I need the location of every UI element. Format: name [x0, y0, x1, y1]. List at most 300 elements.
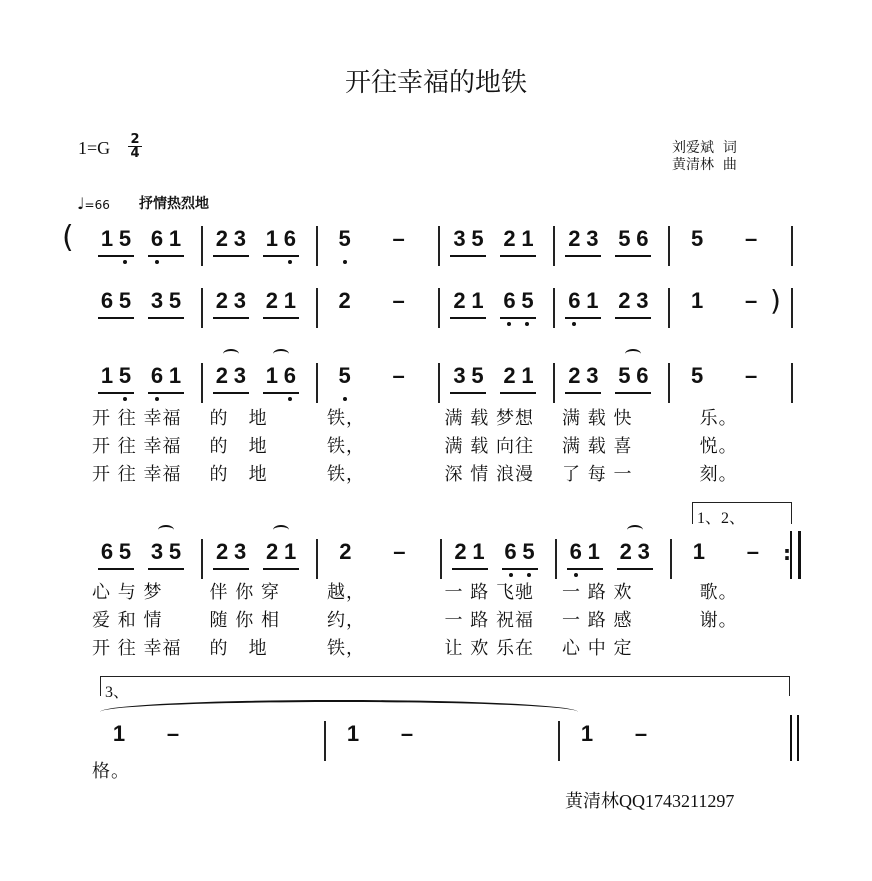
beamed-note-group — [213, 363, 249, 394]
note — [336, 363, 354, 389]
beamed-note-group — [500, 288, 536, 319]
measure — [670, 284, 793, 328]
note-digit: 6 — [636, 363, 649, 388]
slur-mark — [627, 525, 643, 535]
note-digit: 3 — [636, 288, 649, 313]
note — [263, 363, 281, 389]
low-octave-dot — [572, 322, 576, 326]
beamed-note-group — [213, 539, 249, 570]
note-group — [164, 721, 182, 750]
note-digit: 5 — [118, 226, 132, 251]
lyric-syllables: 满 载 喜 — [562, 436, 633, 457]
note-digit: 5 — [522, 539, 535, 564]
note — [148, 363, 166, 389]
tie-arc — [100, 700, 578, 724]
measure — [440, 363, 555, 403]
lyric-syllables: 谢。 — [679, 610, 738, 631]
low-octave-dot — [525, 322, 529, 326]
note — [231, 363, 249, 389]
lyric-syllables: 格。 — [92, 761, 130, 782]
note-digit: 2 — [619, 539, 632, 564]
close-parenthesis: ) — [770, 284, 781, 317]
note-digit: 1 — [692, 539, 705, 564]
note — [468, 288, 486, 314]
slur-mark — [625, 349, 641, 359]
note — [110, 721, 128, 747]
low-octave-dot — [527, 573, 531, 577]
lyric-line — [88, 634, 793, 660]
note-digit: 2 — [503, 363, 516, 388]
note — [585, 539, 603, 565]
note-digit: 1 — [284, 539, 297, 564]
beamed-note-group — [213, 226, 249, 257]
note-digit: 3 — [586, 226, 599, 251]
note — [263, 288, 281, 314]
note-digit: 2 — [338, 288, 351, 313]
note-digit: 5 — [618, 226, 631, 251]
time-signature-top: 2 — [128, 133, 142, 147]
staff-row — [88, 539, 793, 579]
note-digit: 5 — [691, 363, 704, 388]
note-group — [690, 539, 708, 568]
note-digit: 6 — [150, 363, 164, 388]
note-digit: 6 — [568, 288, 581, 313]
note — [116, 288, 134, 314]
measure — [318, 363, 441, 403]
note — [450, 363, 468, 389]
beamed-note-group — [213, 288, 249, 319]
note-group — [390, 288, 408, 317]
note — [281, 363, 299, 389]
beamed-note-group — [565, 288, 601, 319]
note-digit: 1 — [587, 539, 600, 564]
note-digit: 6 — [100, 539, 114, 564]
note — [213, 288, 231, 314]
note — [281, 226, 299, 252]
measure — [318, 539, 441, 579]
measure — [555, 288, 670, 328]
beamed-note-group — [263, 539, 299, 570]
note-digit: 5 — [471, 226, 484, 251]
note — [281, 288, 299, 314]
note-digit: 2 — [568, 226, 581, 251]
note-digit: 1 — [100, 226, 114, 251]
note-group — [336, 226, 354, 255]
note — [583, 288, 601, 314]
note-digit: 2 — [453, 288, 466, 313]
note-digit: 1 — [471, 288, 484, 313]
note-digit: 6 — [503, 288, 516, 313]
note-digit: 6 — [100, 288, 114, 313]
note — [565, 226, 583, 252]
measure — [318, 288, 441, 328]
note-group — [390, 363, 408, 392]
note-digit: 3 — [233, 288, 246, 313]
note-group — [688, 363, 706, 392]
note-group — [336, 288, 354, 317]
note-digit: 5 — [618, 363, 631, 388]
note — [166, 363, 184, 389]
note — [468, 363, 486, 389]
beamed-note-group — [148, 539, 184, 570]
note-digit: 1 — [521, 226, 534, 251]
note-digit: 5 — [338, 363, 351, 388]
beamed-note-group — [615, 288, 651, 319]
key-signature: 1=G — [78, 138, 111, 158]
lyric-syllables: 开 往 幸福 — [92, 436, 182, 457]
note-digit: 2 — [503, 226, 516, 251]
note-digit: 1 — [521, 363, 534, 388]
note-digit: 1 — [100, 363, 114, 388]
beamed-note-group — [263, 288, 299, 319]
low-octave-dot — [288, 397, 292, 401]
lyric-syllables: 刻。 — [679, 464, 738, 485]
measure — [203, 539, 318, 579]
note — [635, 539, 653, 565]
credits — [672, 140, 737, 174]
measure — [92, 721, 326, 761]
note-digit: 1 — [168, 363, 182, 388]
low-octave-dot — [155, 397, 159, 401]
lyric-syllables: 满 载 快 — [562, 408, 633, 429]
note — [231, 226, 249, 252]
measure — [442, 539, 557, 579]
note-digit: 5 — [118, 363, 132, 388]
volta-bracket: 1、2、 — [692, 502, 792, 524]
note-digit: 1 — [283, 288, 296, 313]
note — [231, 288, 249, 314]
note-digit: – — [392, 226, 405, 251]
note — [98, 539, 116, 565]
note-digit: 3 — [453, 226, 466, 251]
measure — [88, 226, 203, 266]
note-group — [336, 539, 354, 568]
note — [98, 226, 116, 252]
note-digit: – — [166, 721, 180, 746]
note-digit: – — [745, 288, 758, 313]
note — [166, 288, 184, 314]
measure — [326, 721, 560, 761]
measure — [318, 226, 441, 266]
note — [116, 226, 134, 252]
note — [578, 721, 596, 747]
note-digit: 1 — [168, 226, 182, 251]
dash-extension — [632, 721, 650, 747]
note-digit: 2 — [215, 288, 228, 313]
note — [518, 363, 536, 389]
note — [518, 226, 536, 252]
note-group — [336, 363, 354, 392]
note-digit: 3 — [586, 363, 599, 388]
measure — [557, 539, 672, 579]
note-group — [110, 721, 128, 750]
measure — [555, 363, 670, 403]
lyricist-credit: 刘爱斌 词 — [672, 140, 737, 156]
note — [633, 288, 651, 314]
beamed-note-group — [452, 539, 488, 570]
note-digit: 2 — [266, 539, 279, 564]
dash-extension — [164, 721, 182, 747]
note — [502, 539, 520, 565]
lyric-syllables: 的 地 — [209, 436, 268, 457]
staff-row — [88, 226, 793, 266]
note — [688, 288, 706, 314]
note — [116, 539, 134, 565]
low-octave-dot — [123, 397, 127, 401]
note — [263, 226, 281, 252]
note — [148, 539, 166, 565]
note-digit: – — [634, 721, 648, 746]
note-digit: 3 — [233, 363, 246, 388]
lyric-syllables: 随 你 相 — [209, 610, 280, 631]
note-digit: 6 — [636, 226, 649, 251]
note — [565, 288, 583, 314]
beamed-note-group — [565, 226, 601, 257]
lyric-syllables: 铁， — [327, 436, 365, 457]
dash-extension — [744, 539, 762, 565]
note-digit: – — [392, 288, 405, 313]
beamed-note-group — [615, 363, 651, 394]
note-digit: 1 — [346, 721, 360, 746]
lyric-syllables: 铁， — [327, 464, 365, 485]
lyric-syllables: 满 载 向往 — [444, 436, 534, 457]
note — [166, 226, 184, 252]
lyric-syllables: 开 往 幸福 — [92, 464, 182, 485]
lyric-syllables: 爱 和 情 — [92, 610, 163, 631]
beamed-note-group — [450, 288, 486, 319]
measure — [670, 226, 793, 266]
dash-extension — [742, 363, 760, 389]
lyric-syllables: 的 地 — [209, 638, 268, 659]
slur-mark — [158, 525, 174, 535]
dash-extension — [742, 226, 760, 252]
note-group — [742, 363, 760, 392]
note — [166, 539, 184, 565]
lyric-line — [88, 578, 793, 604]
note-digit: 2 — [339, 539, 352, 564]
note — [688, 226, 706, 252]
staff-row — [88, 363, 793, 403]
lyric-syllables: 满 载 梦想 — [444, 408, 534, 429]
lyric-syllables: 铁， — [327, 408, 365, 429]
note-digit: 1 — [580, 721, 594, 746]
note-digit: 6 — [150, 226, 164, 251]
note-group — [632, 721, 650, 750]
note-digit: 2 — [265, 288, 278, 313]
lyric-syllables: 一 路 飞驰 — [444, 582, 534, 603]
note-digit: 2 — [618, 288, 631, 313]
note — [520, 539, 538, 565]
footer-credit: 黄清林QQ1743211297 — [565, 791, 735, 811]
measure — [670, 363, 793, 403]
low-octave-dot — [123, 260, 127, 264]
beamed-note-group — [500, 363, 536, 394]
lyric-syllables: 约， — [327, 610, 365, 631]
dash-extension — [390, 363, 408, 389]
note — [213, 539, 231, 565]
note — [263, 539, 281, 565]
note-digit: 3 — [453, 363, 466, 388]
note-digit: 2 — [568, 363, 581, 388]
note-group — [742, 288, 760, 317]
note — [633, 226, 651, 252]
staff-row — [88, 284, 793, 328]
lyric-line — [88, 432, 793, 458]
repeat-colon: : — [783, 541, 792, 565]
dash-extension — [390, 539, 408, 565]
lyric-line — [88, 606, 793, 632]
lyric-syllables: 乐。 — [679, 408, 738, 429]
note-digit: 2 — [215, 226, 228, 251]
low-octave-dot — [343, 397, 347, 401]
slur-mark — [273, 525, 289, 535]
note — [231, 539, 249, 565]
note — [148, 288, 166, 314]
beamed-note-group — [98, 539, 134, 570]
lyric-line — [88, 460, 793, 486]
note — [518, 288, 536, 314]
lyric-syllables: 开 往 幸福 — [92, 638, 182, 659]
measure — [203, 288, 318, 328]
note-digit: 1 — [586, 288, 599, 313]
note-digit: 5 — [118, 288, 132, 313]
lyric-syllables: 越， — [327, 582, 365, 603]
note-group — [742, 226, 760, 255]
note-digit: 5 — [118, 539, 132, 564]
measure — [440, 226, 555, 266]
note-digit: 6 — [283, 226, 296, 251]
note — [213, 226, 231, 252]
note-digit: 1 — [472, 539, 485, 564]
note — [470, 539, 488, 565]
note-digit: 2 — [454, 539, 467, 564]
note-digit: – — [746, 539, 759, 564]
note — [450, 226, 468, 252]
beamed-note-group — [565, 363, 601, 394]
note — [98, 363, 116, 389]
measure — [203, 363, 318, 403]
note-digit: 2 — [216, 539, 229, 564]
lyric-syllables: 的 地 — [209, 464, 268, 485]
note — [468, 226, 486, 252]
note-group — [688, 226, 706, 255]
lyric-syllables: 悦。 — [679, 436, 738, 457]
low-octave-dot — [507, 322, 511, 326]
tempo-marking — [77, 194, 209, 213]
dash-extension — [398, 721, 416, 747]
lyric-syllables: 一 路 祝福 — [444, 610, 534, 631]
beamed-note-group — [450, 226, 486, 257]
lyric-syllables: 心 与 梦 — [92, 582, 163, 603]
lyric-syllables: 铁， — [327, 638, 365, 659]
note-digit: – — [745, 226, 758, 251]
note — [452, 539, 470, 565]
low-octave-dot — [574, 573, 578, 577]
measure — [555, 226, 670, 266]
measure — [203, 226, 318, 266]
low-octave-dot — [343, 260, 347, 264]
volta-bracket: 3、 — [100, 676, 790, 696]
song-title: 开往幸福的地铁 — [344, 68, 527, 98]
note — [615, 226, 633, 252]
note — [615, 288, 633, 314]
dash-extension — [390, 226, 408, 252]
quarter-note-icon: ♩ — [77, 194, 85, 213]
note — [565, 363, 583, 389]
note-group — [744, 539, 762, 568]
note — [500, 363, 518, 389]
note-digit: 1 — [265, 363, 278, 388]
note — [116, 363, 134, 389]
open-parenthesis: ( — [62, 220, 74, 255]
note — [500, 226, 518, 252]
note — [617, 539, 635, 565]
lyric-syllables: 歌。 — [679, 582, 738, 603]
expression-marking: 抒情热烈地 — [139, 196, 209, 212]
beamed-note-group — [502, 539, 538, 570]
lyric-syllables: 伴 你 穿 — [209, 582, 280, 603]
note-digit: – — [393, 539, 406, 564]
beamed-note-group — [615, 226, 651, 257]
note-digit: 1 — [265, 226, 278, 251]
measure — [88, 539, 203, 579]
measure — [560, 721, 792, 761]
lyric-syllables: 心 中 定 — [562, 638, 633, 659]
note — [690, 539, 708, 565]
note — [583, 363, 601, 389]
note — [98, 288, 116, 314]
note-digit: 3 — [150, 288, 164, 313]
note-digit: 1 — [112, 721, 126, 746]
lyric-syllables — [676, 634, 794, 660]
note-digit: 2 — [215, 363, 228, 388]
lyric-syllables: 一 路 感 — [562, 610, 633, 631]
note — [615, 363, 633, 389]
measure — [672, 539, 793, 579]
end-repeat-barline — [790, 531, 801, 579]
note-digit: 5 — [691, 226, 704, 251]
dash-extension — [390, 288, 408, 314]
measure — [88, 363, 203, 403]
note — [148, 226, 166, 252]
note-digit: 3 — [234, 539, 247, 564]
note-group — [344, 721, 362, 750]
lyric-syllables: 开 往 幸福 — [92, 408, 182, 429]
note — [688, 363, 706, 389]
beamed-note-group — [263, 363, 299, 394]
lyric-syllables: 让 欢 乐在 — [444, 638, 534, 659]
note — [336, 288, 354, 314]
note-group — [398, 721, 416, 750]
measure — [88, 288, 203, 328]
note-digit: 6 — [283, 363, 296, 388]
note-group — [390, 539, 408, 568]
composer-credit: 黄清林 曲 — [672, 157, 737, 173]
note — [500, 288, 518, 314]
note — [344, 721, 362, 747]
lyric-syllables: 了 每 一 — [562, 464, 633, 485]
lyric-line — [88, 404, 793, 430]
note-group — [688, 288, 706, 317]
beamed-note-group — [98, 363, 134, 394]
note — [336, 539, 354, 565]
beamed-note-group — [148, 363, 184, 394]
slur-mark — [223, 349, 239, 359]
note-digit: 1 — [691, 288, 704, 313]
lyric-line — [88, 757, 208, 783]
beamed-note-group — [148, 226, 184, 257]
note — [583, 226, 601, 252]
